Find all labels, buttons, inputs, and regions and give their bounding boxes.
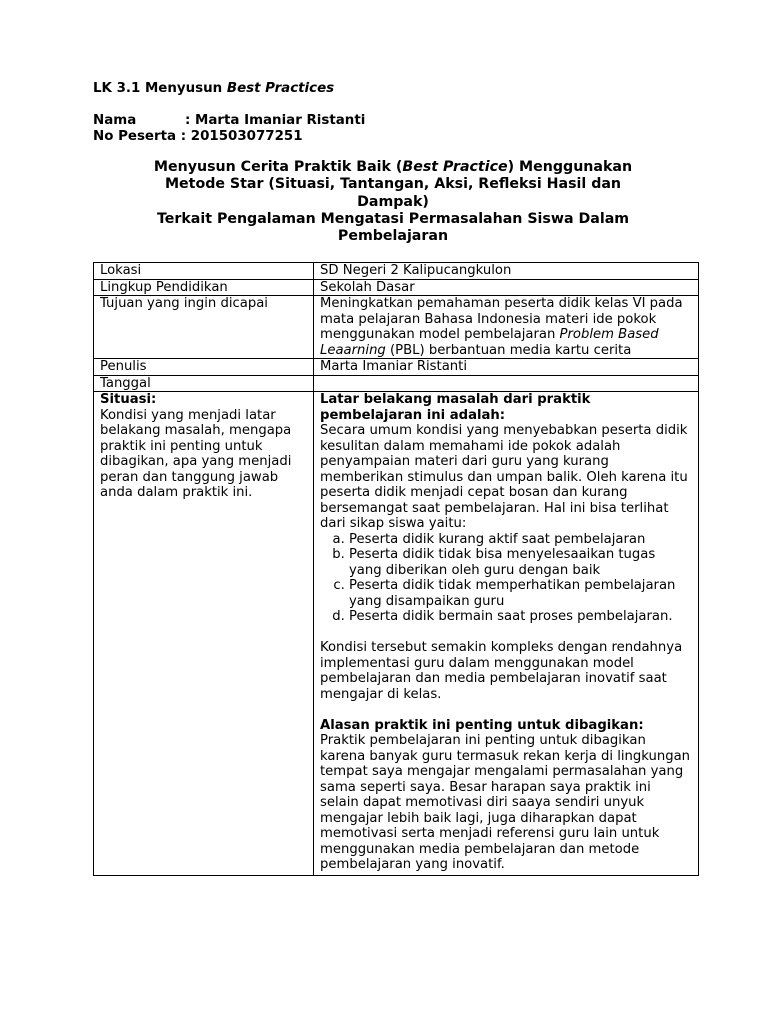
peserta-label: No Peserta xyxy=(93,129,177,144)
nama-line xyxy=(93,113,365,129)
table-row-tujuan xyxy=(94,296,699,359)
list-item: b. Peserta didik tidak bisa menyelesaaikan tugas yang diberikan oleh guru dengan baik xyxy=(349,547,692,578)
tanggal-value xyxy=(314,375,699,392)
penulis-label: Penulis xyxy=(94,359,314,376)
lokasi-value: SD Negeri 2 Kalipucangkulon xyxy=(314,263,699,280)
table-row-situasi xyxy=(94,392,699,876)
lk-title-text: LK 3.1 Menyusun xyxy=(93,81,227,96)
tujuan-value: Meningkatkan pemahaman peserta didik kelas VI pada mata pelajaran Bahasa Indonesia materi ide pokok menggunakan model pembelajaran Problem Based Leaarning (PBL) berbantuan media kartu cerita xyxy=(314,296,699,359)
best-practice-table xyxy=(93,262,699,876)
latar-heading: Latar belakang masalah dari praktik pembelajaran ini adalah: xyxy=(320,392,591,423)
alasan-text: Praktik pembelajaran ini penting untuk dibagikan karena banyak guru termasuk rekan kerja di lingkungan tempat saya mengajar mengalami permasalahan yang sama seperti saya. Besar harapan saya praktik ini selain dapat memotivasi diri saaya sendiri unyuk mengajar lebih baik lagi, juga diharapkan dapat memotivasi serta menjadi referensi guru lain untuk menggunakan media pembelajaran dan metode pembelajaran yang inovatif. xyxy=(320,733,691,872)
latar-text: Secara umum kondisi yang menyebabkan peserta didik kesulitan dalam memahami ide pokok adalah penyampaian materi dari guru yang kurang memberikan stimulus dan umpan balik. Oleh karena itu peserta didik menjadi cepat bosan dan kurang bersemangat saat pembelajaran. Hal ini bisa terlihat dari sikap siswa yaitu: xyxy=(320,423,688,531)
nama-label: Nama xyxy=(93,113,137,128)
document-title xyxy=(93,159,693,245)
alasan-heading: Alasan praktik ini penting untuk dibagikan: xyxy=(320,717,644,733)
title-line-5: Pembelajaran xyxy=(337,228,449,245)
list-item: a. Peserta didik kurang aktif saat pembelajaran xyxy=(349,532,692,548)
table-row-lokasi xyxy=(94,263,699,280)
situasi-description: Kondisi yang menjadi latar belakang masalah, mengapa praktik ini penting untuk dibagikan, apa yang menjadi peran dan tanggung jawab anda dalam praktik ini. xyxy=(100,407,292,500)
lk-title xyxy=(93,81,334,97)
title-line-2: Metode Star (Situasi, Tantangan, Aksi, Refleksi Hasil dan xyxy=(164,176,622,193)
list-item: d. Peserta didik bermain saat proses pembelajaran. xyxy=(349,609,692,625)
table-row-penulis xyxy=(94,359,699,376)
sikap-list xyxy=(320,532,692,625)
lk-title-italic: Best Practices xyxy=(226,81,335,96)
situasi-content xyxy=(314,392,699,876)
tujuan-label: Tujuan yang ingin dicapai xyxy=(94,296,314,359)
title-line-1: Menyusun Cerita Praktik Baik (Best Practice) Menggunakan xyxy=(153,159,633,175)
lingkup-value: Sekolah Dasar xyxy=(314,279,699,296)
situasi-cell xyxy=(94,392,314,876)
lingkup-label: Lingkup Pendidikan xyxy=(94,279,314,296)
table-row-lingkup xyxy=(94,279,699,296)
tanggal-label: Tanggal xyxy=(94,375,314,392)
lokasi-label: Lokasi xyxy=(94,263,314,280)
peserta-line xyxy=(93,129,303,145)
penulis-value: Marta Imaniar Ristanti xyxy=(314,359,699,376)
kondisi-text: Kondisi tersebut semakin kompleks dengan rendahnya implementasi guru dalam menggunakan model pembelajaran dan media pembelajaran inovatif saat mengajar di kelas. xyxy=(320,640,683,702)
title-line-3: Dampak) xyxy=(357,193,429,210)
list-item: c. Peserta didik tidak memperhatikan pembelajaran yang disampaikan guru xyxy=(349,578,692,609)
nama-value: : Marta Imaniar Ristanti xyxy=(185,113,366,128)
situasi-heading: Situasi: xyxy=(100,392,157,407)
title-line-4: Terkait Pengalaman Mengatasi Permasalahan Siswa Dalam xyxy=(156,210,630,227)
table-row-tanggal xyxy=(94,375,699,392)
peserta-value: : 201503077251 xyxy=(180,129,303,144)
